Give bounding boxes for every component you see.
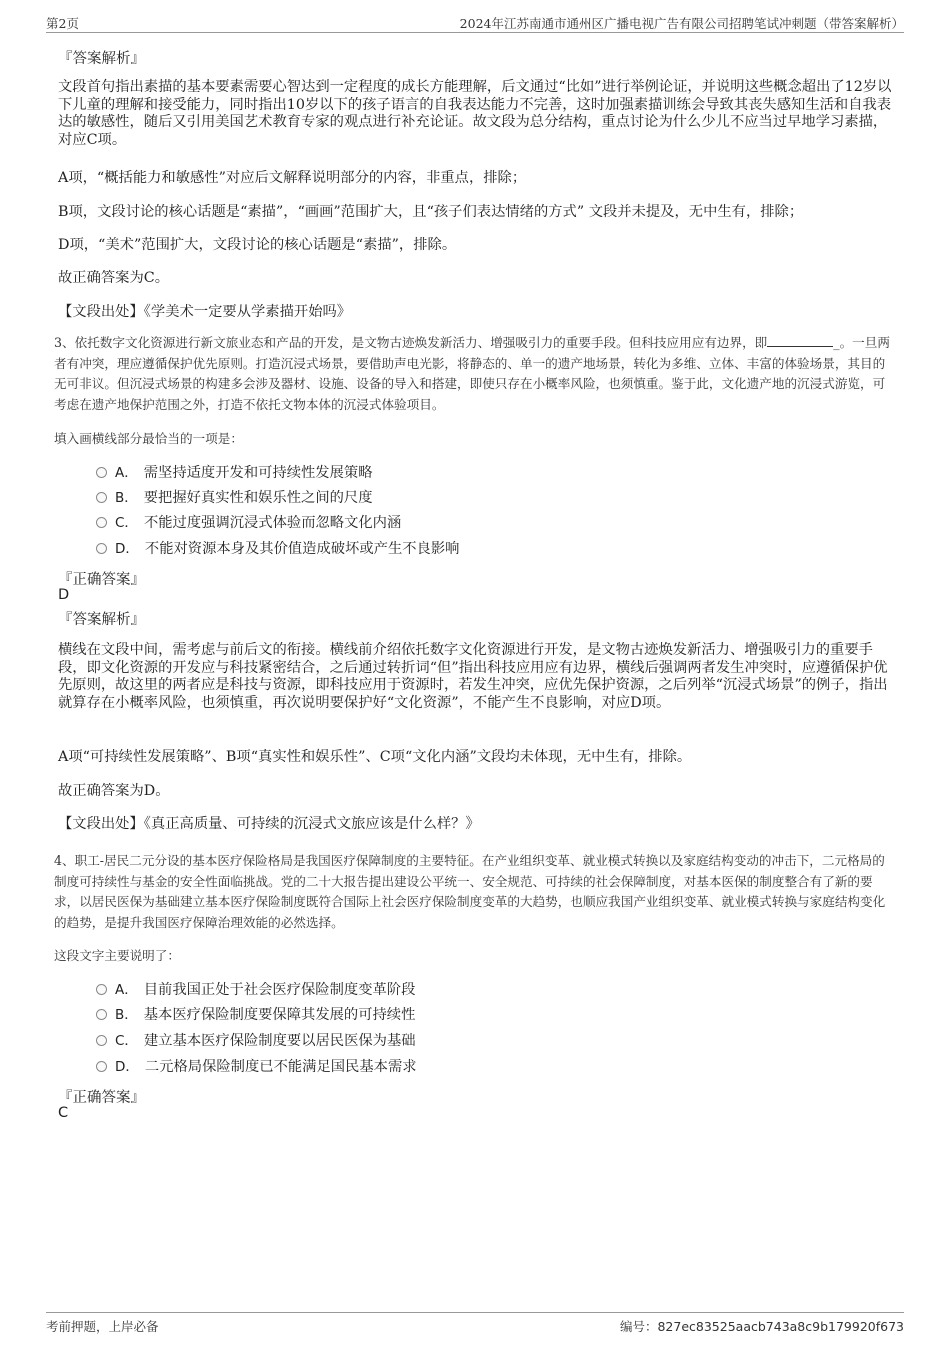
analysis-label: 『答案解析』 <box>58 51 145 67</box>
radio-button[interactable] <box>96 467 107 478</box>
correct-answer-statement: 故正确答案为C。 <box>58 270 170 286</box>
option-d[interactable]: D． 不能对资源本身及其价值造成破坏或产生不良影响 <box>96 538 459 560</box>
question-prompt: 填入画横线部分最恰当的一项是： <box>54 431 243 446</box>
question-prompt: 这段文字主要说明了： <box>54 948 180 963</box>
option-text: 不能对资源本身及其价值造成破坏或产生不良影响 <box>144 541 460 557</box>
radio-button[interactable] <box>96 492 107 503</box>
radio-button[interactable] <box>96 1009 107 1020</box>
question-stem-part: 3、依托数字文化资源进行新文旅业态和产品的开发，是文物古迹焕发新活力、增强吸引力的重要手段。但科技应用应有边界，即 <box>54 335 768 350</box>
analysis-paragraph: D项，“美术”范围扩大，文段讨论的核心话题是“素描”，排除。 <box>58 237 457 253</box>
correct-answer-label: 『正确答案』 <box>58 572 145 588</box>
radio-button[interactable] <box>96 517 107 528</box>
option-text: 二元格局保险制度已不能满足国民基本需求 <box>144 1059 417 1075</box>
option-text: 不能过度强调沉浸式体验而忽略文化内涵 <box>143 515 402 531</box>
analysis-paragraph: B项，文段讨论的核心话题是“素描”，“画画”范围扩大，且“孩子们表达情绪的方式” 文段并未提及，无中生有，排除； <box>58 204 804 220</box>
question-stem: 4、职工-居民二元分设的基本医疗保险格局是我国医疗保障制度的主要特征。在产业组织变革、就业模式转换以及家庭结构变动的冲击下，二元格局的制度可持续性与基金的安全性面临挑战。党的二十大报告提出建设公平统一、安全规范、可持续的社会保障制度，对基本医保的制度整合有了新的要求，以居民医保为基础建立基本医疗保险制度既符合国际上社会医疗保险制度变革的大趋势，也顺应我国产业组织变革、就业模式转换与家庭结构变化的趋势，是提升我国医疗保障治理效能的必然选择。 <box>54 853 886 930</box>
page-footer <box>46 1312 904 1335</box>
option-c[interactable]: C． 不能过度强调沉浸式体验而忽略文化内涵 <box>96 512 401 534</box>
analysis-paragraph: A项，“概括能力和敏感性”对应后文解释说明部分的内容，非重点，排除； <box>58 170 527 186</box>
fill-blank-line <box>767 334 833 347</box>
correct-answer-statement: 故正确答案为D。 <box>58 783 170 799</box>
option-text: 需坚持适度开发和可持续性发展策略 <box>143 465 373 481</box>
correct-answer: C <box>58 1105 69 1121</box>
option-text: 目前我国正处于社会医疗保险制度变革阶段 <box>143 982 416 998</box>
radio-button[interactable] <box>96 1061 107 1072</box>
analysis-paragraph: A项“可持续性发展策略”、B项“真实性和娱乐性”、C项“文化内涵”文段均未体现，无中生有，排除。 <box>58 749 692 765</box>
option-a[interactable]: A． 需坚持适度开发和可持续性发展策略 <box>96 462 373 484</box>
correct-answer-label: 『正确答案』 <box>58 1090 145 1106</box>
correct-answer: D <box>58 587 70 603</box>
option-c[interactable]: C． 建立基本医疗保险制度要以居民医保为基础 <box>96 1030 416 1052</box>
question-stem-part: _。一旦两者有冲突，理应遵循保护优先原则。打造沉浸式场景，要借助声电光影，将静态的、单一的遗产地场景，转化为多维、立体、丰富的体验场景，其目的无可非议。但沉浸式场景的构建多会涉及器材、设施、设备的导入和搭建，即使只存在小概率风险，也须慎重。鉴于此，文化遗产地的沉浸式游览，可考虑在遗产地保护范围之外，打造不依托文物本体的沉浸式体验项目。 <box>54 335 890 412</box>
option-text: 要把握好真实性和娱乐性之间的尺度 <box>143 490 373 506</box>
source-citation: 【文段出处】《真正高质量、可持续的沉浸式文旅应该是什么样？》 <box>58 816 480 832</box>
analysis-label: 『答案解析』 <box>58 612 145 628</box>
document-title: 2024年江苏南通市通州区广播电视广告有限公司招聘笔试冲刺题（带答案解析） <box>459 16 904 31</box>
footer-slogan: 考前押题，上岸必备 <box>46 1319 159 1334</box>
option-a[interactable]: A． 目前我国正处于社会医疗保险制度变革阶段 <box>96 979 415 1001</box>
question-stem <box>54 333 896 415</box>
radio-button[interactable] <box>96 543 107 554</box>
document-code: 编号：827ec83525aacb743a8c9b179920f673 <box>619 1319 904 1334</box>
page-number: 第2页 <box>46 16 79 31</box>
option-b[interactable]: B． 要把握好真实性和娱乐性之间的尺度 <box>96 487 373 509</box>
analysis-paragraph: 横线在文段中间，需考虑与前后文的衔接。横线前介绍依托数字文化资源进行开发，是文物古迹焕发新活力、增强吸引力的重要手段，即文化资源的开发应与科技紧密结合，之后通过转折词“但”指出科技应用应有边界，横线后强调两者发生冲突时，应遵循保护优先原则，故这里的两者应是科技与资源，即科技应用于资源时，若发生冲突，应优先保护资源，之后列举“沉浸式场景”的例子，指出就算存在小概率风险，也须慎重，再次说明要保护好“文化资源”，不能产生不良影响，对应D项。 <box>58 642 888 711</box>
page-header <box>46 12 904 33</box>
source-citation: 【文段出处】《学美术一定要从学素描开始吗》 <box>58 304 352 320</box>
radio-button[interactable] <box>96 984 107 995</box>
analysis-paragraph: 文段首句指出素描的基本要素需要心智达到一定程度的成长方能理解，后文通过“比如”进行举例论证，并说明这些概念超出了12岁以下儿童的理解和接受能力，同时指出10岁以下的孩子语言的自我表达能力不完善，这时加强素描训练会导致其丧失感知生活和自我表达的敏感性，随后又引用美国艺术教育专家的观点进行补充论证。故文段为总分结构，重点讨论为什么少儿不应当过早地学习素描，对应C项。 <box>58 79 892 148</box>
option-d[interactable]: D． 二元格局保险制度已不能满足国民基本需求 <box>96 1056 417 1078</box>
option-b[interactable]: B． 基本医疗保险制度要保障其发展的可持续性 <box>96 1004 415 1026</box>
option-text: 基本医疗保险制度要保障其发展的可持续性 <box>143 1007 416 1023</box>
option-text: 建立基本医疗保险制度要以居民医保为基础 <box>143 1033 416 1049</box>
radio-button[interactable] <box>96 1035 107 1046</box>
